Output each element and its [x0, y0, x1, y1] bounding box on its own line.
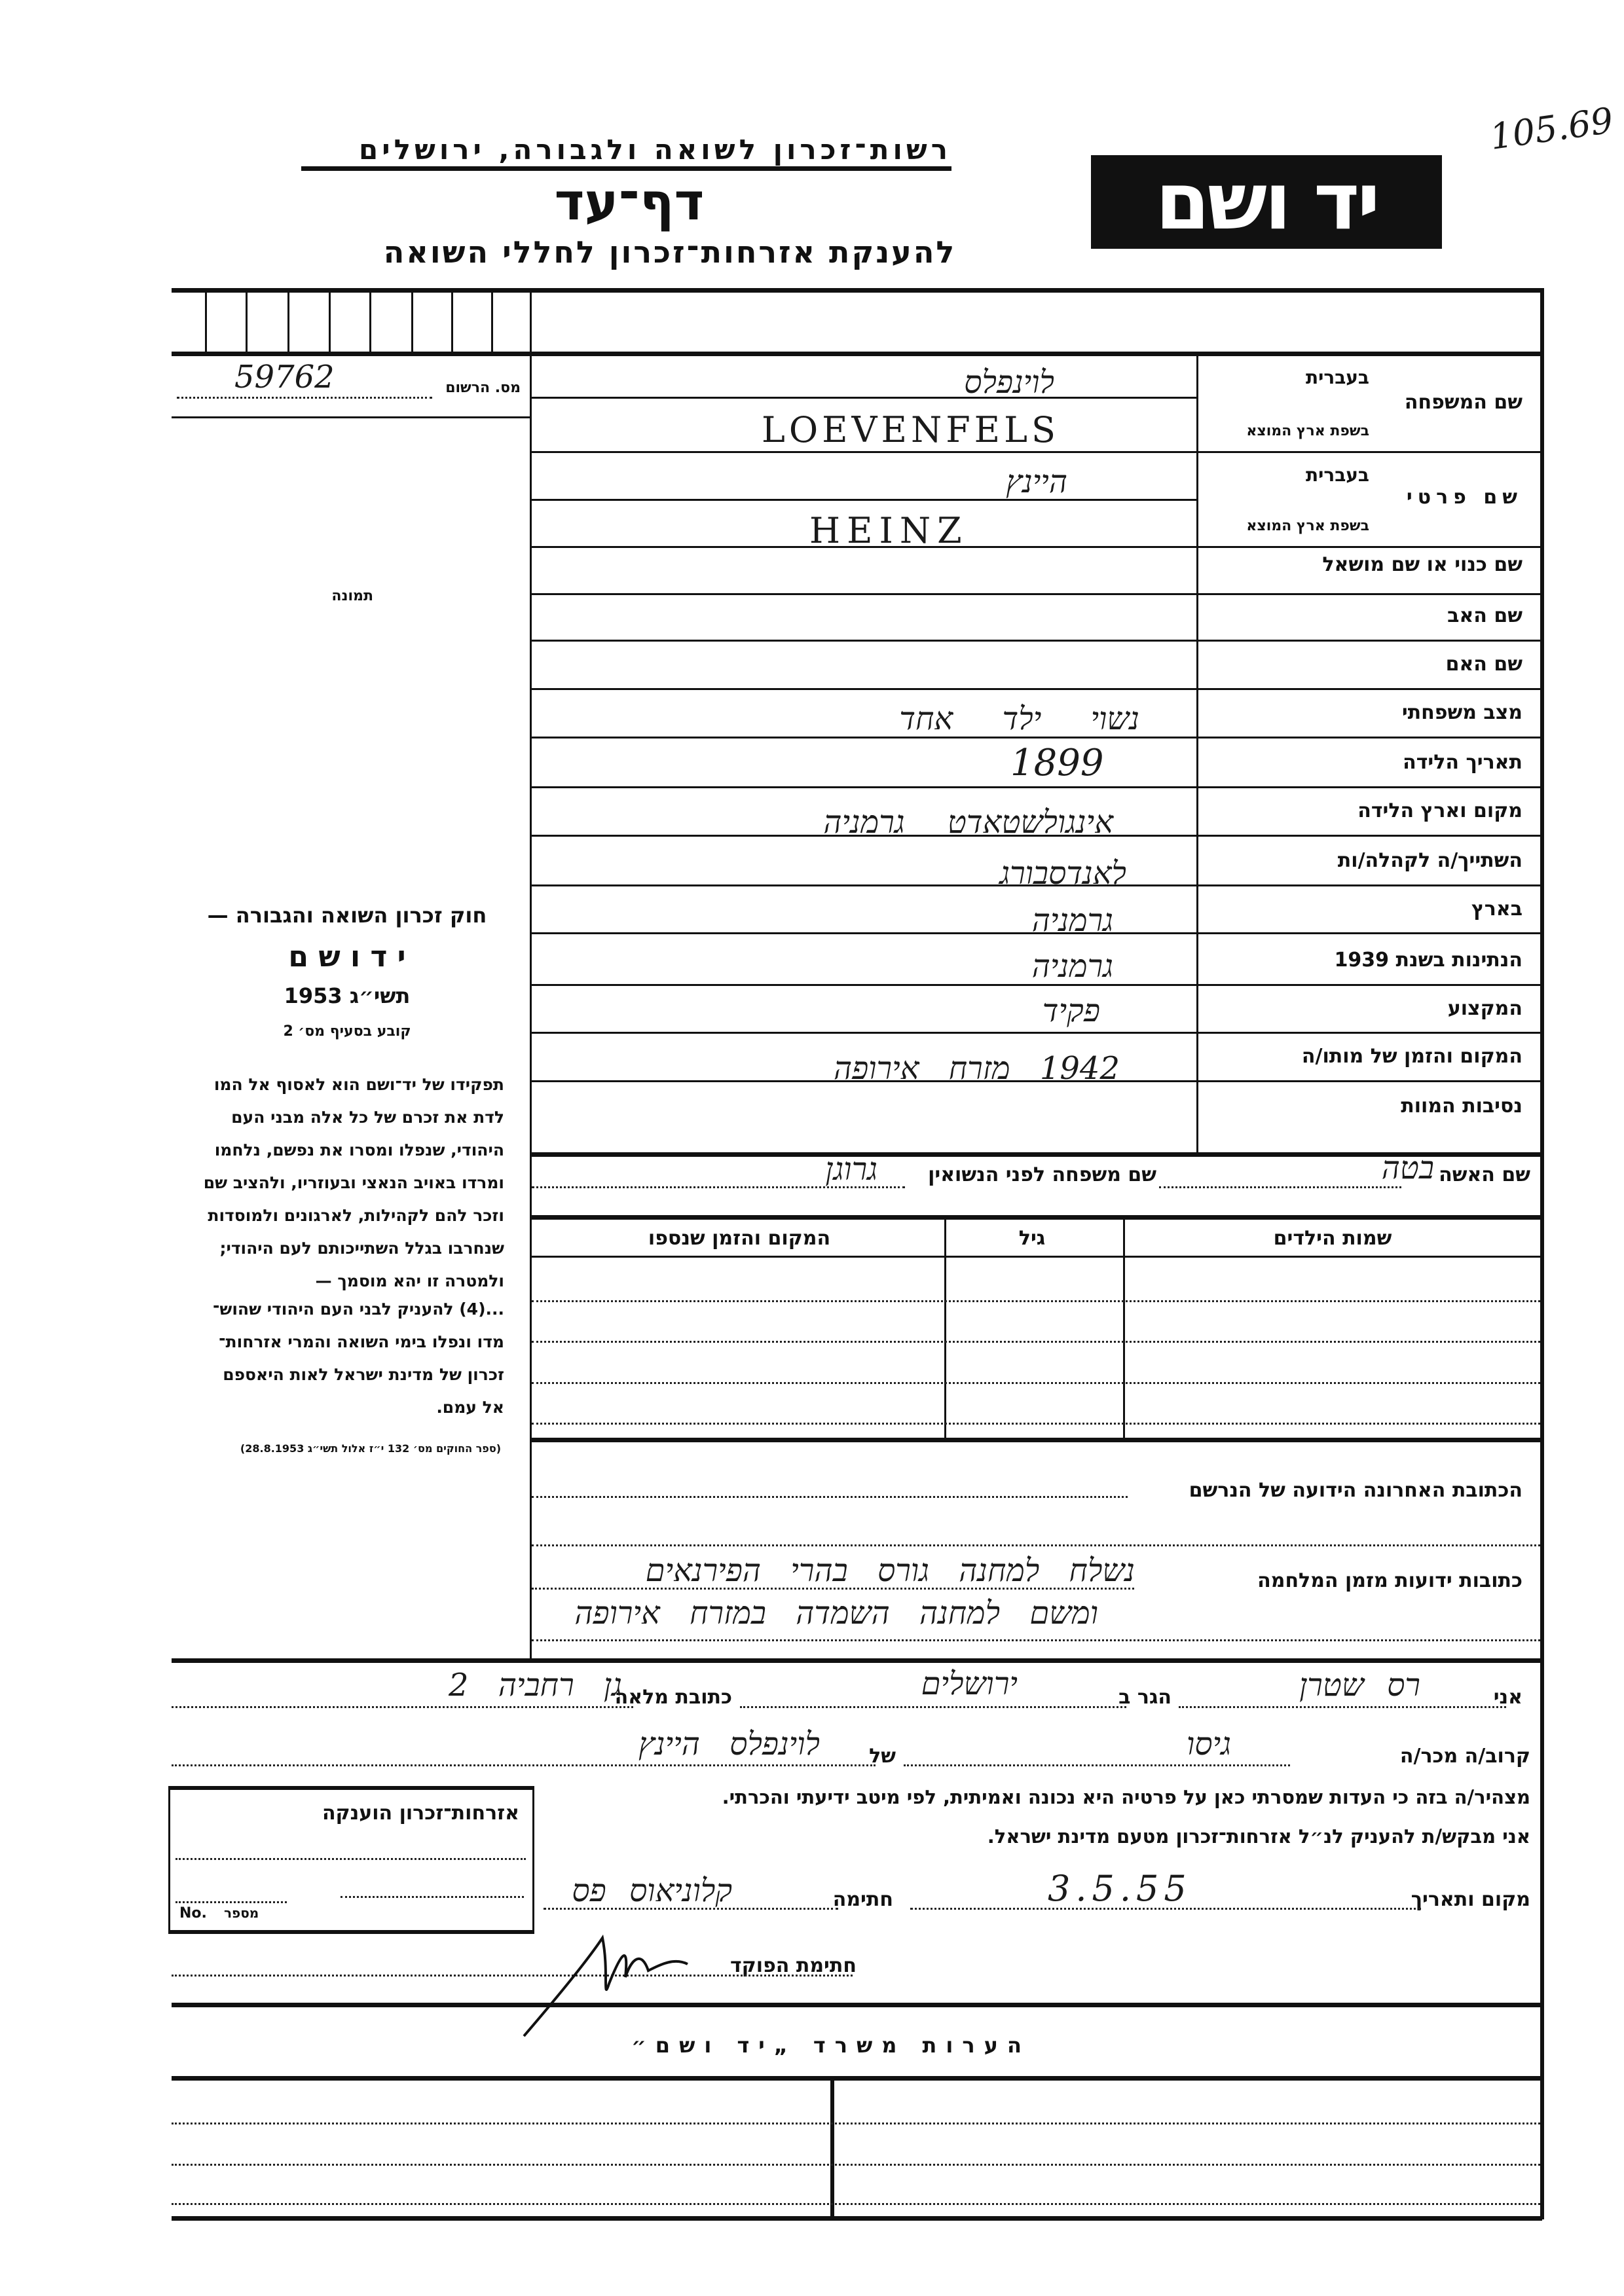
law-title: חוק זכרון השואה והגבורה —	[207, 903, 487, 928]
request-text: אני מבקש/ת להעניק לנ״ל אזרחות־זכרון מטעם מדינת ישראל.	[987, 1825, 1530, 1848]
law-paragraph-1	[138, 1068, 504, 1298]
city-value[interactable]: ירושלים	[921, 1666, 1018, 1702]
signature-value[interactable]: קלוניאוס פס	[572, 1872, 732, 1909]
address-line	[172, 1706, 633, 1708]
law-line: לדת את זכרם של כל אלה מבני העם	[231, 1108, 504, 1127]
declarant-name[interactable]: רס שטרן	[1299, 1667, 1420, 1704]
official-signature	[511, 1931, 747, 2043]
office-notes-title: הערות משרד „יד ושם״	[631, 2033, 1031, 2058]
country-label: בארץ	[1471, 898, 1522, 920]
given-hebrew-line	[530, 499, 1196, 501]
date-value[interactable]: 3.5.55	[1048, 1868, 1192, 1909]
nationality-label: הנתינות בשנת 1939	[1334, 949, 1522, 972]
law-line: מדו ונפלו בימי השואה והמרי אזרחות־	[219, 1332, 504, 1351]
children-row-line	[532, 1341, 1540, 1343]
signature-label: חתימה	[832, 1888, 893, 1911]
law-citation: (ספר החוקים מס׳ 132 י״ז אלול תשי״ג 28.8.1953)	[240, 1442, 501, 1455]
family-name-label: שם המשפחה	[1404, 391, 1522, 414]
photo-label: תמונה	[331, 588, 373, 604]
form-section-bottom	[172, 1658, 1542, 1663]
children-age-header: גיל	[1018, 1227, 1046, 1250]
form-title: דף־עד	[554, 173, 705, 232]
of-name-value[interactable]: לוינפלס היינץ	[638, 1726, 820, 1762]
profession-value[interactable]: פקיד	[1042, 993, 1100, 1029]
given-name-hebrew-value[interactable]: היינץ	[1006, 464, 1067, 500]
maiden-name-label: שם משפחה לפני הנשואין	[928, 1163, 1156, 1186]
law-section: קובע בסעיף מס׳ 2	[283, 1023, 411, 1040]
maiden-name-value[interactable]: גרוגן	[825, 1151, 877, 1188]
code-cell-divider	[491, 290, 493, 352]
origin-language-label: בשפת ארץ המוצא	[1246, 423, 1369, 439]
nationality-value[interactable]: גרמניה	[1031, 948, 1113, 985]
law-line: היהודי, שנפלו ומסרו את נפשם, נלחמו	[214, 1140, 504, 1159]
law-line: ומרדו באויב הנאצי ובעוזריו, ולהציב שם	[203, 1173, 504, 1192]
death-value[interactable]: 1942 מזרח אירופה	[833, 1050, 1120, 1087]
code-cell-divider	[451, 290, 453, 352]
of-name-line	[172, 1764, 876, 1766]
family-name-hebrew-value[interactable]: לוינפלס	[964, 364, 1054, 401]
community-label: השתייך/ה לקהלה/ות	[1337, 849, 1522, 872]
citizenship-box-line	[175, 1858, 526, 1860]
code-cell-divider	[411, 290, 413, 352]
children-names-header: שמות הילדים	[1273, 1227, 1392, 1250]
last-address-line-2	[532, 1544, 1540, 1546]
children-header-bottom	[530, 1256, 1542, 1258]
children-row-line	[532, 1423, 1540, 1425]
relation-label: קרוב/ה מכר/ה	[1399, 1745, 1530, 1768]
declarant-line	[1179, 1706, 1506, 1708]
origin-language-label: בשפת ארץ המוצא	[1246, 518, 1369, 534]
of-label: של	[869, 1745, 896, 1768]
office-notes-divider	[830, 2076, 834, 2217]
children-row-line	[532, 1382, 1540, 1384]
nickname-label: שם כנוי או שם מושאל	[1322, 553, 1522, 576]
profession-label: המקצוע	[1447, 997, 1522, 1020]
law-name: י ד ו ש ם	[288, 940, 406, 974]
place-date-label: מקום ותאריך	[1411, 1888, 1530, 1911]
law-line: זכרון של מדינת ישראל לאות היאספם	[223, 1365, 504, 1384]
code-cell-divider	[369, 290, 371, 352]
war-address-line-2	[532, 1639, 1540, 1641]
yad-vashem-logo	[1091, 155, 1442, 249]
law-year: תשי״ג 1953	[284, 983, 411, 1008]
spouse-name-line	[1159, 1186, 1401, 1188]
signature-stroke	[524, 1938, 688, 2036]
authority-title: רשות־זכרון לשואה ולגבורה, ירושלים	[358, 134, 951, 166]
declarant-label: אני	[1493, 1686, 1522, 1709]
row-line	[530, 786, 1542, 788]
registration-line	[177, 397, 432, 399]
birth-date-value[interactable]: 1899	[1010, 742, 1104, 784]
address-value[interactable]: גן רחביה 2	[449, 1667, 622, 1704]
code-cell-divider	[246, 290, 248, 352]
country-value[interactable]: גרמניה	[1031, 902, 1113, 939]
registration-row-bottom	[172, 416, 530, 418]
relation-line	[904, 1764, 1290, 1766]
code-cell-divider	[329, 290, 331, 352]
marital-value[interactable]: נשוי ילד אחד	[899, 701, 1139, 737]
form-subtitle: להענקת אזרחות־זכרון לחללי השואה	[383, 234, 957, 270]
office-notes-top	[172, 2003, 1542, 2007]
children-table-top	[530, 1215, 1542, 1220]
marital-label: מצב משפחתי	[1401, 701, 1522, 724]
law-line: שנחרבו בגלל השתייכותם לעם היהודי;	[219, 1239, 504, 1258]
office-notes-line	[172, 2203, 1540, 2205]
birth-date-label: תאריך הלידה	[1403, 751, 1522, 774]
city-line	[740, 1706, 1126, 1708]
father-label: שם האב	[1447, 604, 1522, 627]
last-address-line	[532, 1496, 1128, 1498]
official-signature-label: חתימת הפוקד	[730, 1954, 857, 1977]
law-line: תפקידו של יד־ושם הוא לאסוף אל המו	[213, 1075, 504, 1094]
logo-text: יד ושם	[1155, 156, 1378, 247]
row-line	[530, 451, 1542, 453]
top-row-bottom	[172, 352, 1542, 356]
citizenship-box-line	[175, 1901, 287, 1903]
death-circumstances-label: נסיבות המוות	[1401, 1095, 1522, 1118]
given-name-origin-value[interactable]: HEINZ	[809, 510, 969, 551]
relation-value[interactable]: גיסו	[1186, 1726, 1231, 1762]
registration-label: מס. הרשום	[445, 380, 521, 396]
citizenship-box-line	[341, 1896, 524, 1898]
family-hebrew-line	[530, 397, 1196, 399]
form-top-border	[172, 288, 1542, 293]
community-value[interactable]: לאנדסבורג	[999, 855, 1126, 892]
code-cell-divider	[287, 290, 289, 352]
left-column-divider	[530, 288, 532, 1658]
death-label: המקום והזמן של מותו/ה	[1301, 1045, 1522, 1068]
birth-place-value[interactable]: אינגולשטאדט גרמניה	[823, 804, 1113, 841]
code-cell-divider	[205, 290, 207, 352]
statement-text: מצהיר/ה בזה כי העדות שמסרתי כאן על פרטיה היא נכונה ואמיתית, לפי מיטב ידיעתי והכרתי.	[722, 1786, 1530, 1808]
citizenship-granted-box	[168, 1786, 534, 1934]
family-name-origin-value[interactable]: LOEVENFELS	[762, 409, 1060, 450]
form-right-border	[1540, 288, 1544, 2219]
authority-underline	[301, 166, 951, 171]
row-line	[530, 1032, 1542, 1034]
mother-label: שם האם	[1445, 653, 1522, 676]
law-paragraph-2	[138, 1293, 504, 1424]
given-name-label: שם פרטי	[1406, 486, 1522, 509]
citizenship-box-title: אזרחות־זכרון הוענקה	[322, 1802, 519, 1825]
law-line: ...(4) להעניק לבני העם היהודי שהוש־	[212, 1300, 504, 1319]
row-line	[530, 640, 1542, 642]
row-line	[530, 688, 1542, 690]
form-bottom-border	[172, 2216, 1542, 2221]
hebrew-label: בעברית	[1305, 367, 1369, 388]
children-row-line	[532, 1300, 1540, 1302]
hebrew-label: בעברית	[1305, 464, 1369, 486]
children-col-divider	[944, 1215, 946, 1438]
lives-in-label: הגר ב	[1118, 1686, 1172, 1709]
children-death-header: המקום והזמן שנספו	[648, 1227, 831, 1250]
law-line: וזכר להם לקהילות, לארגונים ולמוסדות	[208, 1206, 504, 1225]
archive-number: 105.69	[1487, 100, 1616, 158]
spouse-name-value[interactable]: בטה	[1381, 1150, 1434, 1186]
row-line	[530, 593, 1542, 595]
children-table-bottom	[530, 1438, 1542, 1442]
full-address-label: כתובת מלאה	[614, 1686, 732, 1709]
citizenship-number-label-en: No.	[179, 1905, 207, 1922]
war-address-label: כתובות ידועות מזמן המלחמה	[1257, 1569, 1522, 1592]
office-notes-line	[172, 2164, 1540, 2166]
law-line: אל עמם.	[436, 1398, 504, 1417]
spouse-name-label: שם האשה	[1439, 1163, 1530, 1186]
registration-number[interactable]: 59762	[234, 359, 335, 395]
citizenship-number-label: מספר	[224, 1905, 259, 1921]
office-notes-line	[172, 2123, 1540, 2124]
office-notes-header-bottom	[172, 2076, 1542, 2081]
birth-place-label: מקום וארץ הלידה	[1357, 799, 1522, 822]
law-line: ולמטרה זו יהא מוסמך —	[315, 1271, 504, 1290]
war-address-value-1[interactable]: נשלח למחנה גורס בהרי הפירנאים	[645, 1552, 1135, 1589]
children-col-divider	[1123, 1215, 1125, 1438]
row-line	[530, 546, 1542, 548]
last-address-label: הכתובת האחרונה הידועה של הנרשם	[1189, 1479, 1522, 1502]
war-address-value-2[interactable]: ומשם למחנה השמדה במזרח אירופה	[574, 1595, 1098, 1631]
